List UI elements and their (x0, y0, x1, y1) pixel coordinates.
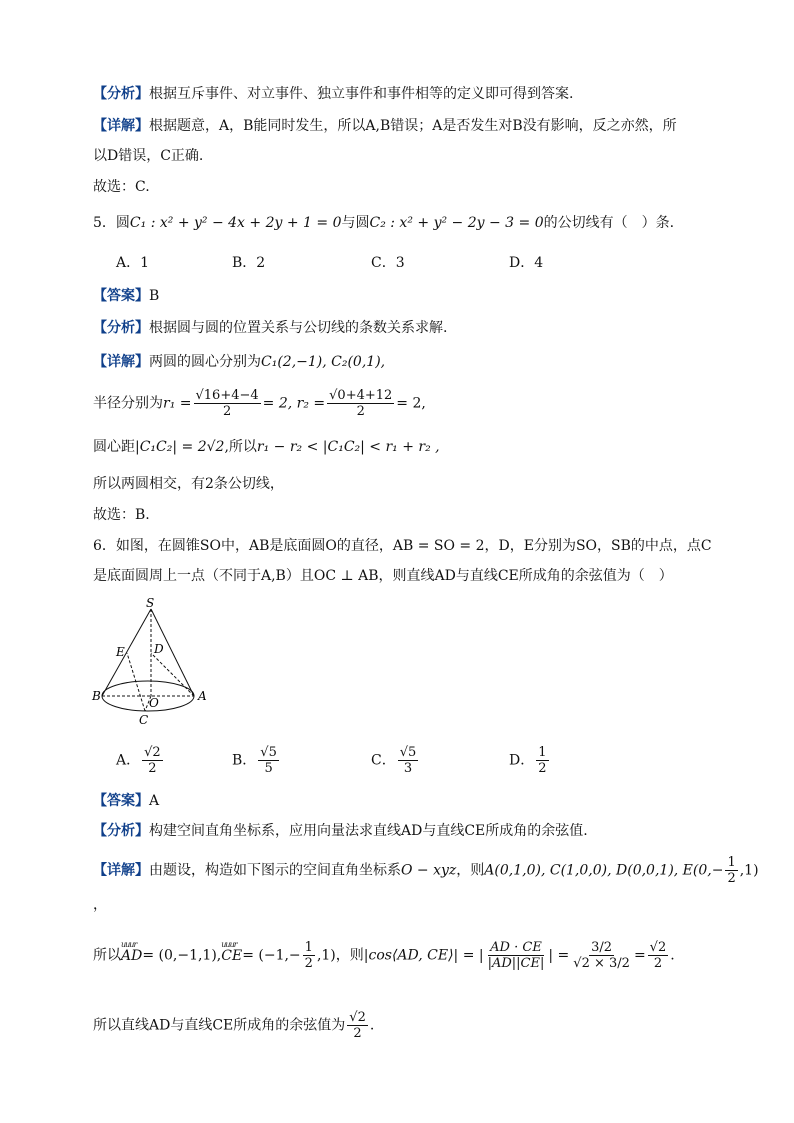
vector-ce-value-a: = (−1,− (242, 947, 301, 964)
q6-analysis (93, 821, 588, 841)
cos-mid: | = (548, 947, 570, 964)
option-key: B． (232, 752, 257, 769)
distance-math: |C₁C₂| = 2√2 (135, 439, 225, 455)
distance-rel-math: r₁ − r₂ < |C₁C₂| < r₁ + r₂ , (256, 439, 440, 455)
q6-option-a (116, 745, 165, 776)
r2-denominator: 2 (356, 404, 365, 419)
label-o: O (149, 696, 159, 710)
q6-stem-line1 (93, 536, 712, 556)
label-s: S (146, 596, 155, 610)
option-numerator: 1 (538, 745, 547, 760)
detail-label: 【详解】 (93, 354, 149, 370)
q6-number: 6． (93, 538, 116, 554)
option-key: A． (116, 752, 141, 769)
c2-equation: C₂ : x² + y² − 2y − 3 = 0 (369, 215, 544, 231)
q6-answer (93, 791, 159, 811)
q4-choose: 故选：C. (93, 179, 150, 195)
vector-ad: uuur AD (121, 943, 142, 969)
big-frac-den: √2 × 3/2 (573, 956, 630, 971)
points-b: ,1) (739, 862, 759, 879)
answer-value: B (149, 288, 160, 304)
r2-numerator: √0+4+12 (329, 388, 393, 403)
result-den: 2 (653, 956, 663, 971)
cos-frac-num: AD · CE (490, 940, 542, 955)
option-key: C． (371, 255, 396, 271)
option-key: C． (371, 752, 396, 769)
q5-choose: 故选：B. (93, 507, 150, 523)
option-text: 2 (256, 255, 266, 271)
option-numerator: √2 (144, 745, 161, 760)
q4-detail-line2: 以D错误，C正确. (93, 148, 204, 164)
detail-text-b: ，则 (456, 862, 485, 879)
option-numerator: √5 (399, 745, 417, 760)
q5-analysis (93, 318, 447, 338)
option-text: 4 (534, 255, 544, 271)
distance-rel-text: ,所以 (224, 439, 257, 455)
q5-stem-a: 圆 (115, 215, 130, 231)
r1-denominator: 2 (222, 404, 232, 419)
centers-math: C₁(2,−1), C₂(0,1), (261, 354, 386, 370)
q6-detail-coords (93, 855, 759, 886)
final-den: 2 (353, 1026, 362, 1041)
cone-figure (88, 596, 218, 731)
q6-comma-line: ， (93, 897, 107, 913)
detail-text-a: 由题设，构造如下图示的空间直角坐标系 (149, 862, 401, 879)
points-fraction (725, 855, 737, 886)
r2-fraction (327, 388, 394, 419)
q4-detail-line1 (93, 116, 677, 136)
q5-option-b (232, 253, 265, 273)
detail-label: 【详解】 (93, 862, 149, 879)
final-fraction (347, 1010, 368, 1041)
radius-text: 半径分别为 (93, 395, 163, 412)
vector-ce-fraction (303, 940, 315, 971)
label-e: E (116, 645, 125, 659)
analysis-label: 【分析】 (93, 86, 149, 102)
option-text: 1 (140, 255, 150, 271)
q5-number: 5． (93, 215, 116, 231)
c1-equation: C₁ : x² + y² − 4x + 2y + 1 = 0 (129, 215, 342, 231)
segment-ad (151, 653, 194, 696)
option-key: D． (509, 752, 535, 769)
option-numerator: √5 (260, 745, 277, 760)
coordinate-system: O − xyz (401, 862, 457, 879)
q6-stem-text-1: 如图，在圆锥SO中，AB是底面圆O的直径，AB = SO = 2，D，E分别为SO，SB的中点，点C (115, 538, 712, 554)
q5-answer (93, 286, 159, 306)
option-denominator: 2 (538, 761, 547, 776)
answer-value: A (149, 793, 160, 809)
q4-analysis (93, 84, 573, 104)
vector-intro: 所以 (93, 947, 121, 964)
q6-option-c (371, 745, 420, 776)
q5-stem (93, 213, 674, 233)
analysis-label: 【分析】 (93, 823, 149, 839)
option-denominator: 5 (264, 761, 273, 776)
points-frac-den: 2 (727, 871, 736, 886)
vector-ce-frac-num: 1 (304, 940, 313, 955)
r1-fraction (194, 388, 261, 419)
label-c: C (139, 713, 149, 727)
label-a: A (198, 689, 207, 703)
answer-label: 【答案】 (93, 793, 149, 809)
q6-option-b (232, 745, 281, 776)
q5-detail-centers (93, 352, 385, 372)
final-period: . (369, 1017, 375, 1034)
vector-ad-value: = (0,−1,1), (142, 947, 222, 964)
q6-final (93, 1010, 374, 1041)
points-frac-num: 1 (727, 855, 736, 870)
final-text: 所以直线AD与直线CE所成角的余弦值为 (93, 1017, 346, 1034)
q6-vector-line (93, 940, 675, 971)
vector-ce-value-b: ,1) (316, 947, 336, 964)
q5-conclusion: 所以两圆相交，有2条公切线， (93, 476, 284, 492)
r1-rhs: = 2, r₂ = (262, 395, 326, 412)
option-key: B． (232, 255, 257, 271)
analysis-text: 构建空间直角坐标系，应用向量法求直线AD与直线CE所成角的余弦值. (149, 823, 588, 839)
big-frac-num: 3/2 (591, 940, 613, 955)
r1-numerator: √16+4−4 (195, 388, 259, 403)
q6-option-d (509, 745, 551, 776)
r1-lhs: r₁ = (163, 395, 192, 412)
big-fraction (571, 940, 632, 971)
q5-option-c (371, 253, 405, 273)
vector-ce: uuur CE (221, 943, 242, 969)
cos-eq: = (633, 947, 646, 964)
option-text: 3 (395, 255, 405, 271)
option-fraction (398, 745, 419, 776)
centers-text: 两圆的圆心分别为 (149, 354, 261, 370)
label-b: B (92, 689, 101, 703)
cos-fraction (486, 940, 547, 971)
points-a: A(0,1,0), C(1,0,0), D(0,0,1), E(0,− (484, 862, 724, 879)
vector-ce-frac-den: 2 (304, 956, 313, 971)
option-key: D． (509, 255, 535, 271)
analysis-text: 根据互斥事件、对立事件、独立事件和事件相等的定义即可得到答案. (149, 86, 574, 102)
q6-stem-line2: 是底面圆周上一点（不同于A,B）且OC ⊥ AB，则直线AD与直线CE所成角的余弦值为（ ） (93, 568, 673, 584)
detail-label: 【详解】 (93, 118, 149, 134)
answer-label: 【答案】 (93, 288, 149, 304)
q5-distance-line (93, 437, 440, 457)
cos-lhs: |cos⟨AD, CE⟩| = | (363, 947, 484, 964)
q5-option-d (509, 253, 543, 273)
q5-radius-line (93, 388, 426, 419)
period: . (670, 947, 675, 964)
analysis-label: 【分析】 (93, 320, 149, 336)
option-fraction (258, 745, 279, 776)
option-key: A． (116, 255, 141, 271)
option-denominator: 3 (403, 761, 413, 776)
q5-stem-c: 的公切线有（ ）条. (543, 215, 675, 231)
q5-stem-b: 与圆 (341, 215, 370, 231)
result-num: √2 (649, 940, 667, 955)
cos-frac-den: |AD||CE| (487, 956, 545, 971)
detail-text: 根据题意，A，B能同时发生，所以A,B错误；A是否发生对B没有影响，反之亦然，所 (149, 118, 677, 134)
analysis-text: 根据圆与圆的位置关系与公切线的条数关系求解. (149, 320, 448, 336)
q5-option-a (116, 253, 149, 273)
cos-intro: ，则 (335, 947, 364, 964)
option-denominator: 2 (148, 761, 157, 776)
final-num: √2 (349, 1010, 366, 1025)
option-fraction (142, 745, 163, 776)
result-fraction (648, 940, 669, 971)
option-fraction (536, 745, 548, 776)
label-d: D (154, 642, 164, 656)
distance-text: 圆心距 (93, 439, 135, 455)
r2-rhs: = 2, (396, 395, 426, 412)
